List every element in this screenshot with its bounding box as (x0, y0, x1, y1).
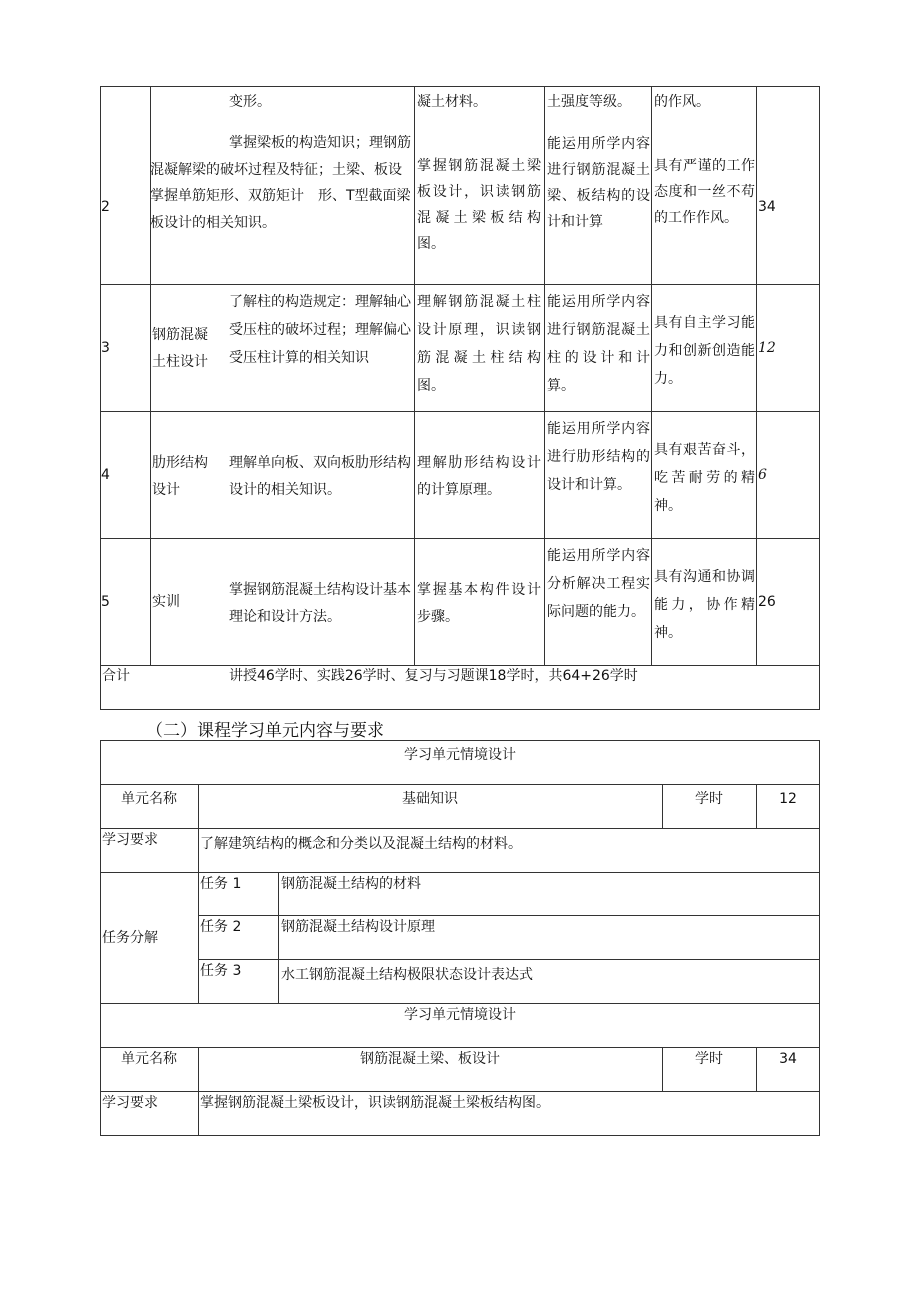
cont-ability: 土强度等级。 (547, 94, 631, 110)
unit-1-hours-label: 学时 (695, 791, 723, 807)
row-4-name: 肋形结构设计 (152, 455, 208, 498)
row-2-quality: 具有严谨的工作态度和一丝不苟的工作作风。 (654, 158, 755, 226)
unit-2-name-label: 单元名称 (121, 1051, 177, 1067)
unit-1-tasks-label: 任务分解 (102, 930, 158, 946)
unit-1-title: 学习单元情境设计 (404, 747, 516, 763)
row-3-skills: 理解钢筋混凝土柱设计原理，识读钢筋混凝土柱结构图。 (417, 294, 541, 394)
task-3-label: 任务 3 (200, 963, 242, 979)
unit-2-title: 学习单元情境设计 (404, 1007, 516, 1023)
cont-knowledge: 变形。 (229, 94, 271, 110)
unit-1-name-label: 单元名称 (121, 791, 177, 807)
row-3-quality: 具有自主学习能力和创新创造能力。 (654, 315, 755, 387)
unit-1-hours: 12 (779, 791, 797, 807)
row-2-hours: 34 (758, 199, 776, 215)
unit-2-requirement: 掌握钢筋混凝土梁板设计，识读钢筋混凝土梁板结构图。 (200, 1095, 550, 1111)
row-4-knowledge: 理解单向板、双向板肋形结构设计的相关知识。 (229, 455, 411, 498)
row-5-ability: 能运用所学内容分析解决工程实际问题的能力。 (547, 548, 650, 620)
row-3-knowledge: 了解柱的构造规定：理解轴心受压柱的破坏过程；理解偏心受压柱计算的相关知识 (229, 294, 411, 366)
row-5-skills: 掌握基本构件设计步骤。 (417, 582, 541, 625)
unit-2-req-label: 学习要求 (102, 1095, 158, 1111)
row-4-ability: 能运用所学内容进行肋形结构的设计和计算。 (547, 421, 650, 493)
cont-quality: 的作风。 (654, 94, 710, 110)
task-2-text: 钢筋混凝土结构设计原理 (281, 919, 435, 935)
cont-skills: 凝土材料。 (417, 94, 487, 110)
row-4-hours: 6 (758, 467, 767, 483)
row-4-no: 4 (101, 467, 110, 483)
row-2-ability: 能运用所学内容进行钢筋混凝土梁、板结构的设计和计算 (547, 136, 650, 230)
row-3-ability: 能运用所学内容进行钢筋混凝土柱的设计和计算。 (547, 294, 650, 394)
task-2-label: 任务 2 (200, 919, 242, 935)
unit-1-name: 基础知识 (402, 791, 458, 807)
row-5-hours: 26 (758, 594, 776, 610)
row-2-no: 2 (101, 199, 110, 215)
unit-2-hours: 34 (779, 1051, 797, 1067)
task-1-text: 钢筋混凝土结构的材料 (281, 876, 421, 892)
task-3-text: 水工钢筋混凝土结构极限状态设计表达式 (281, 967, 533, 983)
unit-1-requirement: 了解建筑结构的概念和分类以及混凝土结构的材料。 (200, 836, 522, 852)
total-text: 讲授46学时、实践26学时、复习与习题课18学时，共64+26学时 (229, 668, 638, 684)
row-5-quality: 具有沟通和协调能力，协作精神。 (654, 569, 755, 641)
row-3-hours: 12 (758, 340, 776, 356)
total-label: 合计 (102, 668, 130, 684)
unit-1-req-label: 学习要求 (102, 832, 158, 848)
unit-2-name: 钢筋混凝土梁、板设计 (360, 1051, 500, 1067)
row-2-knowledge: 掌握梁板的构造知识；理钢筋混凝解梁的破坏过程及特征；土梁、板设掌握单筋矩形、双筋矩计 形、T型截面梁板设计的相关知识。 (150, 135, 411, 231)
row-5-knowledge: 掌握钢筋混凝土结构设计基本理论和设计方法。 (229, 582, 411, 625)
row-3-no: 3 (101, 340, 110, 356)
row-4-quality: 具有艰苦奋斗，吃苦耐劳的精神。 (654, 442, 755, 514)
task-1-label: 任务 1 (200, 876, 242, 892)
row-5-name: 实训 (152, 594, 180, 610)
row-5-no: 5 (101, 594, 110, 610)
unit-2-hours-label: 学时 (695, 1051, 723, 1067)
section-heading: （二）课程学习单元内容与要求 (146, 721, 384, 741)
row-2-skills: 掌握钢筋混凝土梁板设计，识读钢筋混凝土梁板结构图。 (417, 158, 541, 252)
row-4-skills: 理解肋形结构设计的计算原理。 (417, 455, 541, 498)
row-3-name: 钢筋混凝土柱设计 (152, 327, 208, 370)
